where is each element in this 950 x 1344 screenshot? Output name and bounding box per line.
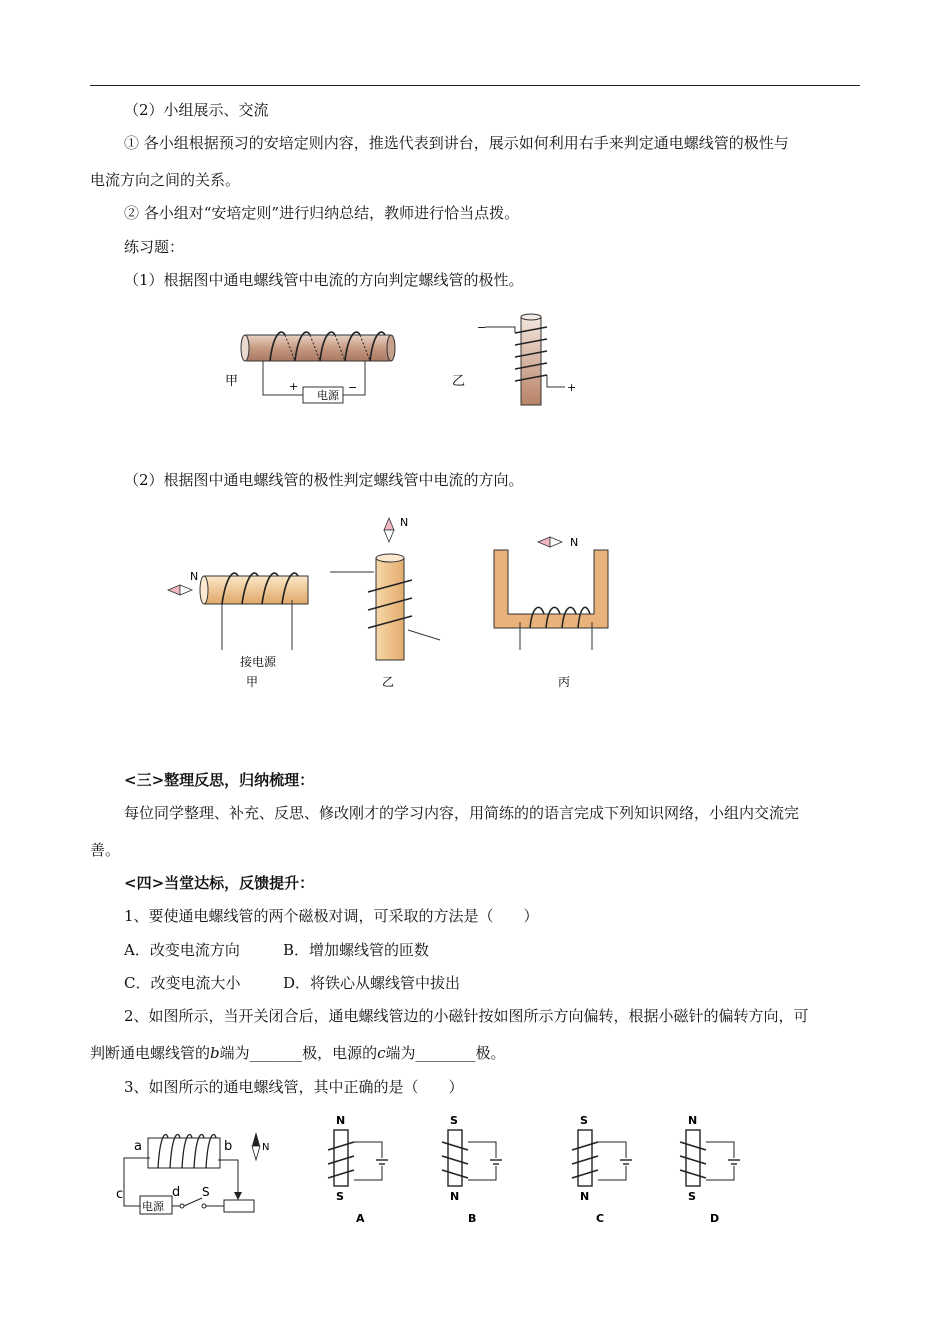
section-3-text-line-1: 每位同学整理、补充、反思、修改刚才的学习内容，用简练的的语言完成下列知识网络，小组内交流完 [124,804,800,822]
question-1: 1、要使通电螺线管的两个磁极对调，可采取的方法是（ ） [124,907,539,925]
circuit-power-label: 电源 [142,1200,164,1213]
compass-needle-icon [252,1132,260,1160]
question-2-line-2: 判断通电螺线管的b端为_______极，电源的c端为________极。 [90,1044,506,1062]
terminal-c: c [116,1187,124,1202]
option-c-top-pole: S [580,1114,588,1127]
question-2-line-1: 2、如图所示，当开关闭合后，通电螺线管边的小磁针按如图所示方向偏转，根据小磁针的偏转方向，可 [124,1007,809,1025]
item-2: ② 各小组对“安培定则”进行归纳总结，教师进行恰当点拨。 [124,204,520,222]
terminal-d: d [172,1185,181,1200]
bing-n-label: N [570,536,579,549]
section-3-text-line-2: 善。 [90,841,121,859]
option-a-label: A [356,1212,365,1225]
section-3-heading: <三>整理反思，归纳梳理： [124,771,315,789]
exercise-title: 练习题： [124,238,185,256]
section-2-heading: （2）小组展示、交流 [124,101,269,119]
solenoid-yi-poles [330,518,440,660]
solenoid-jia-poles [168,573,308,650]
option-d-top-pole: N [688,1114,698,1127]
solenoid-bing-poles [494,537,608,650]
section-4-heading: <四>当堂达标，反馈提升： [124,874,315,892]
label-jia-2: 甲 [246,675,259,689]
item-1-line-2: 电流方向之间的关系。 [90,171,241,189]
option-b-solenoid [442,1130,502,1186]
option-c-solenoid [572,1130,632,1186]
option-b-label: B [468,1212,477,1225]
switch-s: S [202,1185,210,1199]
item-1-line-1: ① 各小组根据预习的安培定则内容，推选代表到讲台，展示如何利用右手来判定通电螺线管的极性与 [124,134,789,152]
option-c-label: C [596,1212,605,1225]
minus-terminal: − [348,381,358,394]
jia-n-label: N [190,570,199,583]
option-a-solenoid [328,1130,388,1186]
question-3: 3、如图所示的通电螺线管，其中正确的是（ ） [124,1078,464,1096]
yi-plus-terminal: + [567,381,577,394]
yi-n-label: N [400,516,409,529]
option-d-label: D [710,1212,720,1225]
exercise-q1: （1）根据图中通电螺线管中电流的方向判定螺线管的极性。 [124,271,524,289]
figure-circuit [110,1120,280,1220]
label-bing: 丙 [558,675,571,689]
header-rule [90,85,860,86]
option-d-solenoid [680,1130,740,1186]
q1-option-c: C．改变电流大小 [124,974,241,992]
figure-pole-direction [160,510,630,695]
option-b-top-pole: S [450,1114,458,1127]
q1-option-b: B．增加螺线管的匝数 [283,941,430,959]
option-a-bottom-pole: S [336,1190,344,1203]
option-b-bottom-pole: N [450,1190,460,1203]
terminal-b: b [224,1139,233,1154]
label-jia: 甲 [225,374,239,389]
yi-minus-terminal: − [477,321,487,334]
figure-options [320,1108,760,1228]
terminal-a: a [134,1139,142,1154]
exercise-q2: （2）根据图中通电螺线管的极性判定螺线管中电流的方向。 [124,471,524,489]
plus-terminal: + [289,380,299,393]
option-c-bottom-pole: N [580,1190,590,1203]
option-d-bottom-pole: S [688,1190,696,1203]
option-a-top-pole: N [336,1114,346,1127]
label-yi: 乙 [452,374,466,389]
q1-option-a: A．改变电流方向 [124,941,240,959]
power-source-label: 电源 [317,389,339,402]
q1-option-d: D．将铁心从螺线管中拔出 [283,974,461,992]
solenoid-yi [485,314,565,405]
connect-power-label: 接电源 [240,655,277,669]
figure-current-direction [215,305,595,415]
label-yi-2: 乙 [382,675,395,689]
compass-n: N [262,1142,270,1153]
